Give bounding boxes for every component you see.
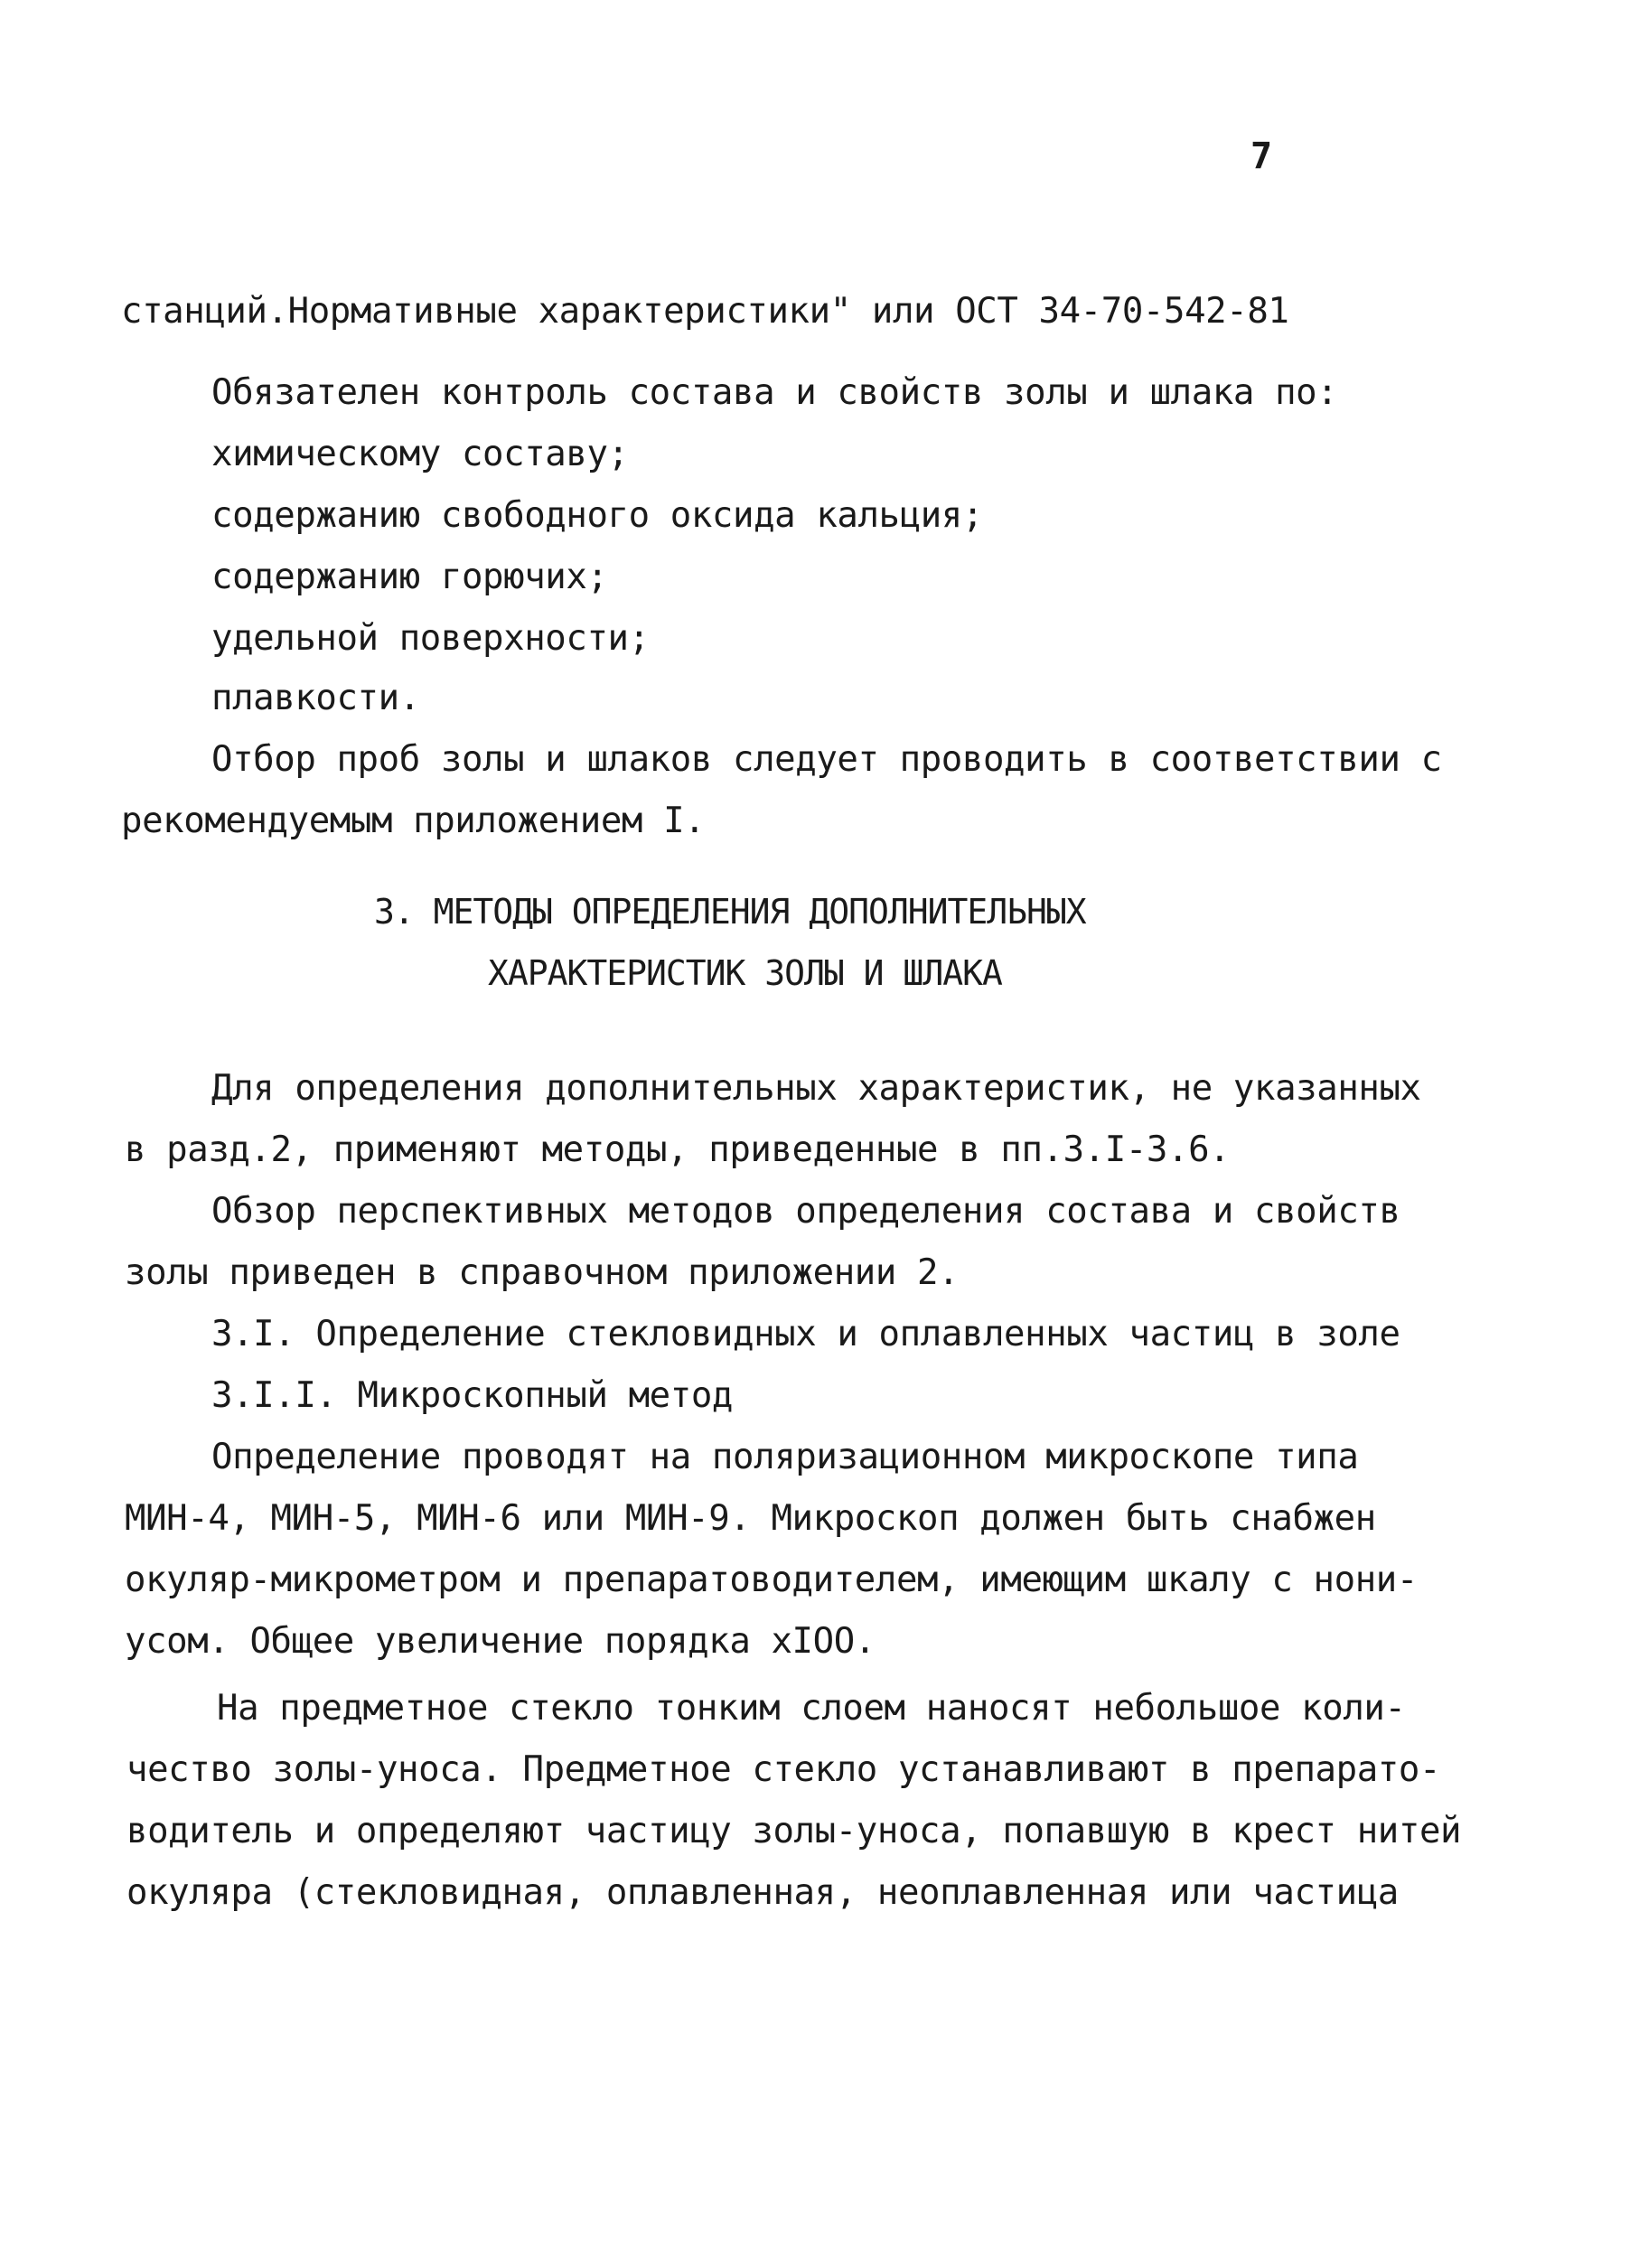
text-line-12: Обзор перспективных методов определения состава и свойств (211, 1191, 1400, 1232)
text-line-11: в разд.2, применяют методы, приведенные в пп.3.I-3.6. (125, 1129, 1231, 1170)
text-line-2: Обязателен контроль состава и свойств золы и шлака по: (211, 372, 1338, 413)
text-line-10: Для определения дополнительных характеристик, не указанных (211, 1068, 1421, 1109)
subsection-heading-3-1-1: 3.I.I. Микроскопный метод (211, 1375, 733, 1416)
list-item-chemical: химическому составу; (211, 434, 629, 474)
text-line-18: окуляр-микрометром и препаратоводителем, имеющим шкалу с нони- (125, 1560, 1418, 1600)
list-item-surface: удельной поверхности; (211, 618, 650, 659)
text-line-19: усом. Общее увеличение порядка хIOO. (125, 1621, 876, 1662)
text-line-22: водитель и определяют частицу золы-уноса, попавшую в крест нитей (126, 1811, 1462, 1851)
text-line-13: золы приведен в справочном приложении 2. (125, 1252, 960, 1293)
text-line-20: На предметное стекло тонким слоем наносят небольшое коли- (217, 1688, 1406, 1729)
list-item-combustibles: содержанию горючих; (211, 557, 608, 597)
text-line-21: чество золы-уноса. Предметное стекло устанавливают в препарато- (126, 1749, 1441, 1790)
text-line-8: Отбор проб золы и шлаков следует проводить в соответствии с (211, 739, 1442, 780)
section-heading-line-2: ХАРАКТЕРИСТИК ЗОЛЫ И ШЛАКА (488, 953, 1002, 993)
list-item-fusibility: плавкости. (211, 678, 420, 718)
page-number: 7 (1250, 136, 1273, 177)
subsection-heading-3-1: 3.I. Определение стекловидных и оплавленных частиц в золе (211, 1314, 1400, 1354)
text-line-9: рекомендуемым приложением I. (121, 801, 706, 841)
text-line-23: окуляра (стекловидная, оплавленная, неоплавленная или частица (126, 1872, 1399, 1913)
list-item-cao: содержанию свободного оксида кальция; (211, 495, 983, 536)
text-line-1: станций.Нормативные характеристики" или ОСТ 34-70-542-81 (121, 291, 1289, 332)
text-line-16: Определение проводят на поляризационном микроскопе типа (211, 1437, 1359, 1477)
section-heading-line-1: 3. МЕТОДЫ ОПРЕДЕЛЕНИЯ ДОПОЛНИТЕЛЬНЫХ (374, 892, 1086, 932)
text-line-17: МИН-4, МИН-5, МИН-6 или МИН-9. Микроскоп должен быть снабжен (125, 1498, 1376, 1539)
